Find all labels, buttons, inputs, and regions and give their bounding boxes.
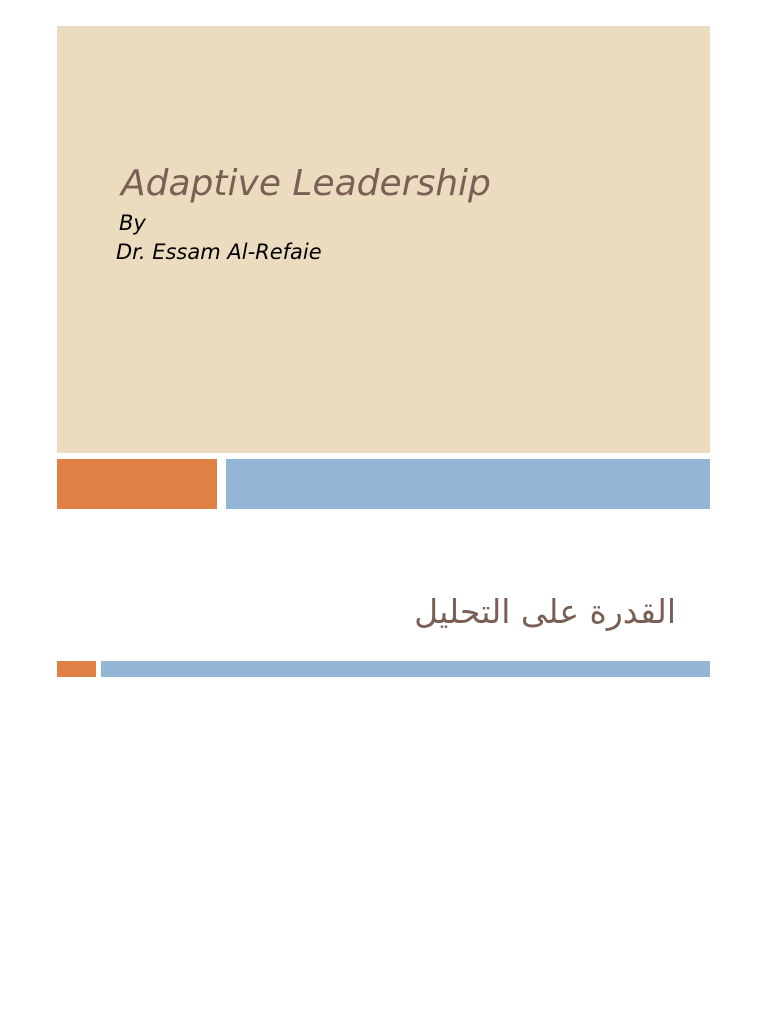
orange-divider-bar [57,661,96,677]
orange-accent-bar [57,459,217,509]
blue-accent-bar [226,459,710,509]
slide-title: Adaptive Leadership [121,163,491,204]
blue-divider-bar [101,661,710,677]
section-heading: القدرة على التحليل [414,592,676,631]
author-name: Dr. Essam Al-Refaie [116,240,322,264]
by-label: By [119,211,146,235]
title-slide-background [57,26,710,453]
